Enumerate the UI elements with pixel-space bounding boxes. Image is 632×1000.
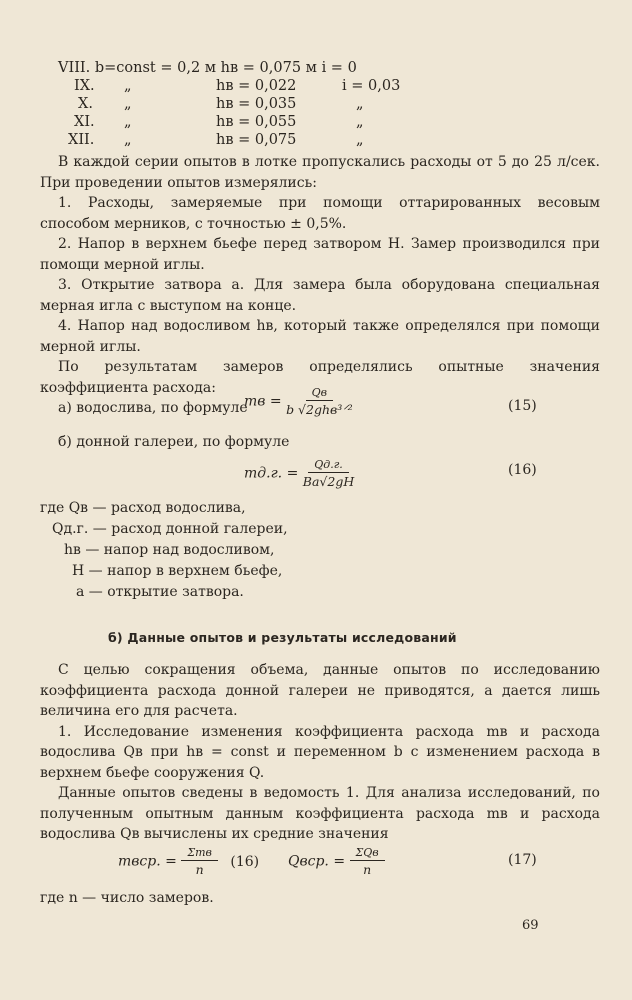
- formula-15-denominator: b √2ghв³ᐟ²: [286, 402, 353, 417]
- series-h-10: hв = 0,035: [216, 96, 297, 112]
- formula-16-denominator: Ba√2gH: [302, 474, 355, 489]
- paragraph-weir: а) водослива, по формуле: [58, 400, 248, 416]
- formula-mean-m-number: (16): [230, 853, 260, 870]
- formula-16: [244, 458, 354, 489]
- paragraph-item-3: 3. Открытие затвора a. Для замера была оборудована специальная мерная игла с выступом на конце.: [40, 277, 600, 314]
- series-i-11: „: [356, 114, 364, 130]
- formula-15-numerator: Qв: [306, 386, 333, 401]
- paragraph-item-1: 1. Расходы, замеряемые при помощи оттарированных весовым способом мерников, с точностью ± 0,5%.: [40, 195, 600, 232]
- formula-15: [244, 386, 353, 417]
- definition-n: где n — число замеров.: [40, 890, 214, 906]
- definition-5: a — открытие затвора.: [76, 584, 244, 600]
- formula-16-numerator: Qд.г.: [308, 458, 349, 473]
- series-i-12: „: [356, 132, 364, 148]
- paragraph-item-4: 4. Напор над водосливом hв, который также определялся при помощи мерной иглы.: [40, 318, 600, 355]
- series-num-9: IX.: [74, 78, 95, 94]
- formula-mean-q-numerator: ΣQв: [350, 846, 385, 861]
- formula-mean-m-denominator: n: [195, 862, 204, 877]
- series-h-12: hв = 0,075: [216, 132, 297, 148]
- formula-mean-q: [288, 846, 385, 877]
- formula-15-lhs: mв =: [244, 393, 287, 410]
- text-block-1: [40, 152, 600, 419]
- equation-number-17: (17): [508, 852, 537, 868]
- formula-mean-q-fraction: [350, 846, 385, 877]
- series-row-8: VIII. b=const = 0,2 м hв = 0,075 м i = 0: [58, 60, 357, 76]
- formula-16-fraction: [303, 458, 354, 489]
- paragraph-data: Данные опытов сведены в ведомость 1. Для анализа исследований, по полученным опытным данным коэффициента расхода mв и расхода водослива Qв вычислены их средние значения: [40, 785, 600, 842]
- paragraph-study-1: 1. Исследование изменения коэффициента расхода mв и расхода водослива Qв при hв = const и переменном b с изменением расхода в верхнем бьефе сооружения Q.: [40, 723, 600, 781]
- definition-4: H — напор в верхнем бьефе,: [72, 563, 283, 579]
- definition-3: hв — напор над водосливом,: [64, 542, 275, 558]
- series-ditto-9: „: [124, 78, 132, 94]
- text-block-2: [40, 660, 600, 845]
- series-ditto-10: „: [124, 96, 132, 112]
- paragraph-gallery: б) донной галереи, по формуле: [58, 434, 290, 450]
- series-h-11: hв = 0,055: [216, 114, 297, 130]
- paragraph-item-2: 2. Напор в верхнем бьефе перед затвором H. Замер производился при помощи мерной иглы.: [40, 236, 600, 273]
- equation-number-15: (15): [508, 398, 537, 414]
- formula-mean-m-fraction: [181, 846, 218, 877]
- section-heading: б) Данные опытов и результаты исследований: [108, 630, 457, 645]
- series-i-9: i = 0,03: [342, 78, 401, 94]
- paragraph-series: В каждой серии опытов в лотке пропускались расходы от 5 до 25 л/сек. При проведении опытов измерялись:: [40, 154, 600, 191]
- series-num-12: XII.: [68, 132, 95, 148]
- series-ditto-12: „: [124, 132, 132, 148]
- formula-mean-q-lhs: Qвср. =: [288, 853, 350, 870]
- paragraph-results: По результатам замеров определялись опытные значения коэффициента расхода:: [40, 359, 600, 396]
- formula-mean-m: [118, 846, 259, 877]
- series-num-10: X.: [78, 96, 93, 112]
- series-num-11: XI.: [74, 114, 95, 130]
- series-i-10: „: [356, 96, 364, 112]
- series-ditto-11: „: [124, 114, 132, 130]
- formula-mean-m-lhs: mвср. =: [118, 853, 182, 870]
- formula-mean-q-denominator: n: [363, 862, 372, 877]
- series-h-9: hв = 0,022: [216, 78, 297, 94]
- formula-16-lhs: mд.г. =: [244, 465, 303, 482]
- page-number: 69: [522, 918, 539, 933]
- formula-mean-m-numerator: Σmв: [181, 846, 218, 861]
- formula-15-fraction: [286, 386, 353, 417]
- equation-number-16: (16): [508, 462, 537, 478]
- paragraph-purpose: С целью сокращения объема, данные опытов по исследованию коэффициента расхода донной галереи не приводятся, а дается лишь величина его для расчета.: [40, 662, 600, 719]
- text-block-gallery: [40, 432, 600, 453]
- definition-2: Qд.г. — расход донной галереи,: [52, 521, 288, 537]
- definition-1: где Qв — расход водослива,: [40, 500, 246, 516]
